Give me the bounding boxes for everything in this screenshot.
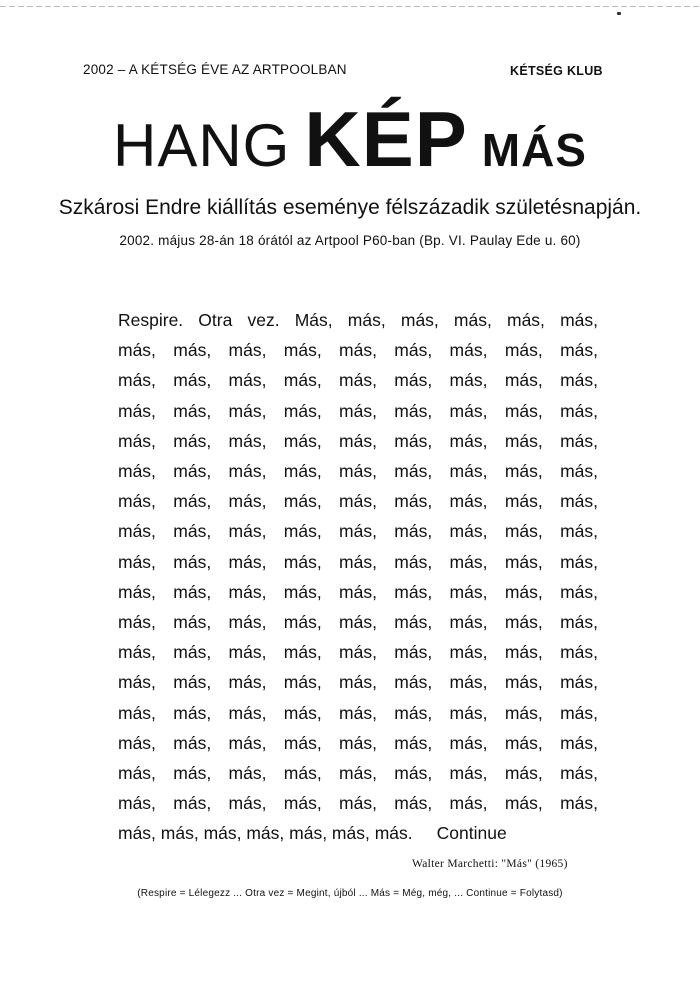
header-club: KÉTSÉG KLUB: [510, 64, 603, 78]
poem-line: más, más, más, más, más, más, más, más, más,: [118, 461, 598, 482]
event-info: 2002. május 28-án 18 órától az Artpool P60-ban (Bp. VI. Paulay Ede u. 60): [119, 233, 581, 248]
page-title: [0, 95, 700, 183]
poem-line: más, más, más, más, más, más, más, más, más,: [118, 430, 598, 451]
poem-continue: Continue: [436, 823, 507, 844]
poem-repeats: [118, 335, 598, 818]
subtitle: Szkárosi Endre kiállítás eseménye félszázadik születésnapján.: [58, 196, 642, 219]
poem-line: más, más, más, más, más, más, más, más, más,: [118, 400, 598, 421]
poem: [118, 305, 598, 849]
title-mas: MÁS: [481, 124, 587, 176]
title-kep: KÉP: [304, 95, 468, 183]
header-year-theme: 2002 – A KÉTSÉG ÉVE AZ ARTPOOLBAN: [83, 62, 347, 77]
poem-line: más, más, más, más, más, más, más, más, más,: [118, 521, 598, 542]
poem-line: más, más, más, más, más, más, más, más, más,: [118, 642, 598, 663]
poem-line: más, más, más, más, más, más, más, más, más,: [118, 672, 598, 693]
title-hang: HANG: [113, 112, 291, 179]
poem-last-line: [118, 818, 598, 848]
poem-line: más, más, más, más, más, más, más, más, más,: [118, 763, 598, 784]
poem-line: más, más, más, más, más, más, más, más, más,: [118, 702, 598, 723]
poem-first-line: Respire. Otra vez. Más, más, más, más, más, más,: [118, 310, 598, 330]
top-edge-line: [0, 6, 700, 7]
poem-line: más, más, más, más, más, más, más, más, más,: [118, 581, 598, 602]
poem-line: más, más, más, más, más, más, más, más, más,: [118, 793, 598, 814]
scan-mark: [617, 12, 621, 15]
poem-line: más, más, más, más, más, más, más, más, más,: [118, 370, 598, 391]
poem-line: más, más, más, más, más, más, más, más, más,: [118, 340, 598, 361]
poem-credit: Walter Marchetti: "Más" (1965): [412, 858, 568, 870]
poem-line: más, más, más, más, más, más, más, más, más,: [118, 491, 598, 512]
glossary: (Respire = Lélegezz ... Otra vez = Megint, újból ... Más = Még, még, ... Continue = Folytasd): [137, 888, 563, 899]
poem-last-text: más, más, más, más, más, más, más.: [118, 823, 413, 844]
poem-line: más, más, más, más, más, más, más, más, más,: [118, 612, 598, 633]
poem-line: más, más, más, más, más, más, más, más, más,: [118, 551, 598, 572]
poem-line: más, más, más, más, más, más, más, más, más,: [118, 732, 598, 753]
